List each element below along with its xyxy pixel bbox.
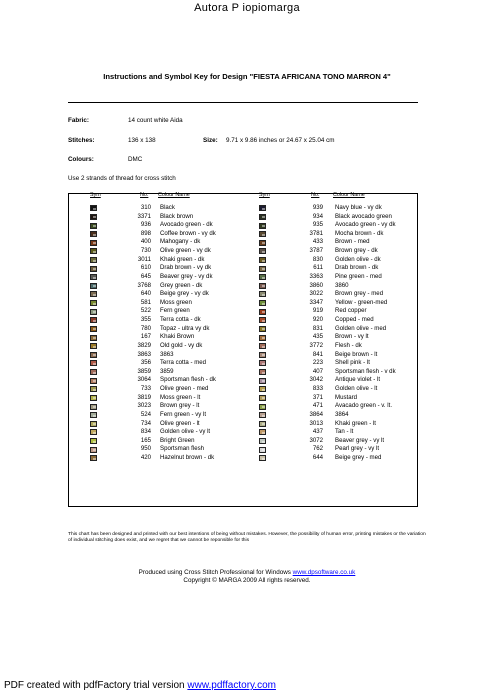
colour-name: Navy blue - vy dk <box>335 204 382 211</box>
dmc-number: 167 <box>140 333 151 341</box>
document-title: Instructions and Symbol Key for Design "FIESTA AFRICANA TONO MARRON 4" <box>103 72 391 81</box>
symbol-swatch <box>259 404 266 410</box>
colour-name: Mustard <box>335 393 358 401</box>
key-row-right <box>0 420 494 429</box>
dmc-number: 355 <box>140 316 151 324</box>
symbol-swatch <box>259 438 266 444</box>
pdffactory-link[interactable]: www.pdffactory.com <box>187 680 276 691</box>
colour-name: 3863 <box>160 350 174 358</box>
colour-name: Terra cotta - dk <box>160 316 201 324</box>
colour-name: Golden olive - lt <box>335 385 378 393</box>
dmc-number: 830 <box>312 255 323 263</box>
colour-name: Olive green - vy dk <box>160 247 211 255</box>
dmc-number: 834 <box>140 428 151 436</box>
key-row-right <box>0 333 494 342</box>
colour-name: Brown - vy lt <box>335 333 369 341</box>
key-row-right <box>0 428 494 437</box>
header-sym-right: Sym <box>259 192 270 198</box>
symbol-swatch <box>259 369 266 375</box>
colour-name: Beige brown - lt <box>335 350 378 358</box>
key-row-right <box>0 437 494 446</box>
key-row-right <box>0 264 494 273</box>
dmc-number: 919 <box>312 307 323 315</box>
dmc-number: 934 <box>312 212 323 220</box>
key-row-right <box>0 273 494 282</box>
symbol-swatch <box>259 240 266 246</box>
dmc-number: 610 <box>140 264 151 272</box>
dmc-number: 950 <box>140 445 151 453</box>
key-row-right <box>0 342 494 351</box>
colour-name: Coffee brown - vy dk <box>160 229 216 237</box>
colour-name: Flesh - dk <box>335 341 362 349</box>
symbol-swatch <box>259 266 266 272</box>
dmc-number: 3363 <box>309 272 323 280</box>
colour-name: Sportsman flesh - dk <box>160 376 216 384</box>
colour-name: Drab brown - vy dk <box>160 264 212 272</box>
symbol-swatch <box>259 386 266 392</box>
colour-name: Beige grey - med <box>335 453 382 461</box>
colour-name: Drab brown - dk <box>335 264 379 272</box>
symbol-swatch <box>259 352 266 358</box>
key-row-right <box>0 238 494 247</box>
symbol-swatch <box>259 360 266 366</box>
dmc-number: 3022 <box>309 290 323 298</box>
colour-name: Bright Green <box>160 436 195 444</box>
dmc-number: 581 <box>140 298 151 306</box>
key-row-right <box>0 411 494 420</box>
symbol-swatch <box>259 291 266 297</box>
symbol-swatch <box>259 300 266 306</box>
colour-name: Golden olive - med <box>335 324 387 332</box>
strands-note: Use 2 strands of thread for cross stitch <box>68 175 176 182</box>
dmc-number: 730 <box>140 247 151 255</box>
colour-name: Beaver grey - vy lt <box>335 436 385 444</box>
dmc-number: 733 <box>140 385 151 393</box>
dmc-number: 3859 <box>137 367 151 375</box>
colour-name: Tan - lt <box>335 428 354 436</box>
dmc-number: 936 <box>140 221 151 229</box>
dmc-number: 831 <box>312 324 323 332</box>
key-row-right <box>0 351 494 360</box>
symbol-swatch <box>259 205 266 211</box>
dmc-number: 3013 <box>309 419 323 427</box>
key-row-right <box>0 247 494 256</box>
key-row-right <box>0 256 494 265</box>
symbol-swatch <box>259 395 266 401</box>
key-row-right <box>0 230 494 239</box>
key-row-right <box>0 282 494 291</box>
colour-name: Brown grey - med <box>335 290 384 298</box>
colour-name: 3860 <box>335 281 349 289</box>
colour-name: Olive green - lt <box>160 419 200 427</box>
colour-name: Fern green <box>160 307 190 315</box>
symbol-swatch <box>259 455 266 461</box>
colour-name: Brown grey - lt <box>160 402 200 410</box>
dmc-number: 780 <box>140 324 151 332</box>
header-colour-name-right: Colour Name <box>333 192 365 198</box>
symbol-swatch <box>259 421 266 427</box>
colour-name: Black avocado green <box>335 212 392 220</box>
dmc-number: 3772 <box>309 341 323 349</box>
header-title: Autora P iopiomarga <box>194 2 300 14</box>
dmc-number: 841 <box>312 350 323 358</box>
symbol-swatch <box>259 326 266 332</box>
dmc-number: 920 <box>312 316 323 324</box>
colour-name: Avacado green - v. lt. <box>335 402 393 410</box>
colour-name: Khaki green - dk <box>160 255 205 263</box>
dmc-number: 3011 <box>137 255 151 263</box>
colours-label: Colours: <box>68 156 94 163</box>
produced-by <box>0 569 494 585</box>
symbol-swatch <box>259 248 266 254</box>
colour-name: Hazelnut brown - dk <box>160 453 215 461</box>
colour-name: Pearl grey - vy lt <box>335 445 380 453</box>
colour-name: Black <box>160 204 175 211</box>
colour-name: Brown - med <box>335 238 370 246</box>
copyright: Copyright © MARGA 2009 All rights reserved. <box>183 577 311 584</box>
colour-name: Khaki Brown <box>160 333 195 341</box>
colour-name: Shell pink - lt <box>335 359 370 367</box>
colours-value: DMC <box>128 156 143 163</box>
colour-name: Copped - med <box>335 316 374 324</box>
title-divider <box>68 102 418 103</box>
pdf-footer-text: PDF created with pdfFactory trial version <box>4 680 188 691</box>
symbol-swatch <box>259 429 266 435</box>
colour-name: Avocado green - dk <box>160 221 213 229</box>
dmc-number: 471 <box>312 402 323 410</box>
dmc-number: 935 <box>312 221 323 229</box>
dmc-number: 645 <box>140 272 151 280</box>
key-row-right <box>0 368 494 377</box>
dmc-number: 3819 <box>137 393 151 401</box>
key-row-right <box>0 376 494 385</box>
dmc-number: 611 <box>313 264 323 272</box>
colour-name: 3864 <box>335 410 349 418</box>
key-row-right <box>0 290 494 299</box>
colour-name: Black brown <box>160 212 194 220</box>
dmc-number: 3371 <box>137 212 151 220</box>
symbol-swatch <box>259 412 266 418</box>
fabric-value: 14 count white Aida <box>128 117 183 124</box>
dmc-number: 640 <box>140 290 151 298</box>
key-row-right <box>0 454 494 463</box>
disclaimer: This chart has been designed and printed with our best intentions of being without mistakes. However, the possibility of human error, printing mistakes or the variation of individual stitching does exist, and we regret that we cannot be reponsible for this <box>68 532 426 544</box>
size-label: Size: <box>203 137 218 144</box>
colour-name: Beige grey - vy dk <box>160 290 209 298</box>
colour-name: Yellow - green-med <box>335 298 388 306</box>
colour-name: Red copper <box>335 307 367 315</box>
dmc-number: 433 <box>312 238 323 246</box>
symbol-swatch <box>259 223 266 229</box>
colour-name: Antique violet - lt <box>335 376 381 384</box>
symbol-swatch <box>259 283 266 289</box>
colour-name: Avocado green - vy dk <box>335 221 396 229</box>
symbol-swatch <box>259 378 266 384</box>
dmc-number: 407 <box>312 367 323 375</box>
colour-name: Moss green - lt <box>160 393 201 401</box>
dmc-number: 3347 <box>309 298 323 306</box>
dmc-number: 3064 <box>137 376 151 384</box>
header-sym-left: Sym <box>90 192 101 198</box>
dmc-number: 165 <box>140 436 151 444</box>
key-row-right <box>0 402 494 411</box>
colour-name: Fern green - vy lt <box>160 410 207 418</box>
key-row-right <box>0 445 494 454</box>
dmc-number: 734 <box>140 419 151 427</box>
colour-name: Khaki green - lt <box>335 419 376 427</box>
header-no-right: No. <box>311 192 320 198</box>
key-row-right <box>0 204 494 213</box>
colour-name: Pine green - med <box>335 272 382 280</box>
symbol-swatch <box>259 343 266 349</box>
symbol-swatch <box>259 335 266 341</box>
dmc-number: 3042 <box>309 376 323 384</box>
symbol-swatch <box>259 231 266 237</box>
dmc-number: 3072 <box>309 436 323 444</box>
dmc-number: 939 <box>312 204 323 211</box>
stitches-value: 136 x 138 <box>128 137 156 144</box>
size-value: 9.71 x 9.86 inches or 24.67 x 25.04 cm <box>226 137 335 144</box>
colour-name: Beaver grey - vy dk <box>160 272 213 280</box>
colour-name: Brown grey - dk <box>335 247 378 255</box>
fabric-label: Fabric: <box>68 117 89 124</box>
colour-name: Mocha brown - dk <box>335 229 384 237</box>
key-row-right <box>0 385 494 394</box>
dmc-number: 3829 <box>137 341 151 349</box>
dmc-number: 898 <box>140 229 151 237</box>
dmc-number: 644 <box>312 453 323 461</box>
pdf-footer <box>4 680 276 691</box>
key-row-right <box>0 325 494 334</box>
colour-name: Golden olive - dk <box>335 255 381 263</box>
key-row-right <box>0 221 494 230</box>
produced-by-text: Produced using Cross Stitch Professional for Windows <box>138 569 293 576</box>
dmc-number: 400 <box>140 238 151 246</box>
symbol-swatch <box>259 257 266 263</box>
dmc-number: 3860 <box>309 281 323 289</box>
header-no-left: No. <box>140 192 149 198</box>
key-row-right <box>0 307 494 316</box>
colour-name: Old gold - vy dk <box>160 341 203 349</box>
symbol-swatch <box>259 274 266 280</box>
colour-name: 3859 <box>160 367 174 375</box>
dmc-number: 420 <box>140 453 151 461</box>
key-row-right <box>0 394 494 403</box>
dmc-number: 3863 <box>137 350 151 358</box>
colour-name: Grey green - dk <box>160 281 203 289</box>
symbol-swatch <box>259 309 266 315</box>
dmc-number: 522 <box>140 307 151 315</box>
colour-name: Sportsman flesh - v dk <box>335 367 396 375</box>
colour-name: Mahogany - dk <box>160 238 201 246</box>
stitches-label: Stitches: <box>68 137 95 144</box>
colour-name: Sportsman flesh <box>160 445 205 453</box>
dmc-number: 310 <box>140 204 151 211</box>
symbol-swatch <box>259 317 266 323</box>
dmc-number: 3787 <box>309 247 323 255</box>
symbol-swatch <box>259 447 266 453</box>
key-row-right <box>0 359 494 368</box>
dmc-number: 356 <box>140 359 151 367</box>
colour-name: Terra cotta - med <box>160 359 207 367</box>
dmc-number: 762 <box>312 445 323 453</box>
colour-name: Moss green <box>160 298 192 306</box>
dmc-number: 437 <box>312 428 323 436</box>
dmc-number: 3864 <box>309 410 323 418</box>
dmc-number: 524 <box>140 410 151 418</box>
dmc-number: 3023 <box>137 402 151 410</box>
dpsoftware-link[interactable]: www.dpsoftware.co.uk <box>292 569 356 576</box>
colour-name: Topaz - ultra vy dk <box>160 324 210 332</box>
dmc-number: 3781 <box>309 229 323 237</box>
key-row-right <box>0 213 494 222</box>
colour-name: Golden olive - vy lt <box>160 428 211 436</box>
dmc-number: 3768 <box>137 281 151 289</box>
key-row-right <box>0 299 494 308</box>
key-row-right <box>0 316 494 325</box>
dmc-number: 223 <box>312 359 323 367</box>
dmc-number: 435 <box>312 333 323 341</box>
dmc-number: 371 <box>312 393 323 401</box>
header-colour-name-left: Colour Name <box>158 192 190 198</box>
dmc-number: 833 <box>312 385 323 393</box>
symbol-swatch <box>259 214 266 220</box>
colour-name: Olive green - med <box>160 385 209 393</box>
